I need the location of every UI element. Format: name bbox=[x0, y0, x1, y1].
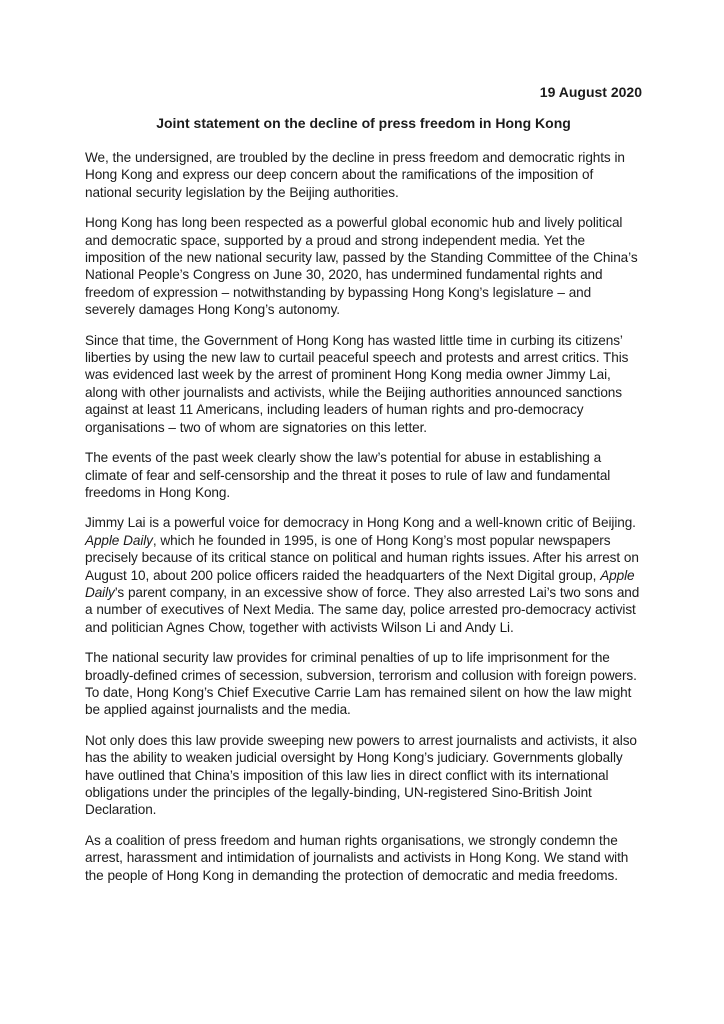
text-run: Not only does this law provide sweeping new powers to arrest journalists and activists, it also has the ability to weaken judicial oversight by Hong Kong’s judiciary. Governments globally have outlined that China’s imposition of this law lies in direct conflict with its international obligations under the principles of the legally-binding, UN-registered Sino-British Joint Declaration. bbox=[85, 732, 637, 818]
document-date: 19 August 2020 bbox=[539, 84, 642, 100]
text-run: Jimmy Lai is a powerful voice for democracy in Hong Kong and a well-known critic of Beijing. bbox=[85, 515, 636, 531]
text-run: The national security law provides for criminal penalties of up to life imprisonment for the broadly-defined crimes of secession, subversion, terrorism and collusion with foreign powers. To date, Hong Kong’s Chief Executive Carrie Lam has remained silent on how the law might be applied against journalists and the media. bbox=[85, 650, 637, 718]
paragraph bbox=[85, 214, 642, 318]
paragraph bbox=[85, 332, 642, 436]
document-body bbox=[85, 149, 642, 884]
paragraph bbox=[85, 832, 642, 884]
italic-text-run: Apple Daily bbox=[85, 532, 153, 548]
text-run: Since that time, the Government of Hong Kong has wasted little time in curbing its citizens’ liberties by using the new law to curtail peaceful speech and protests and arrest critics. This was evidenced last week by the arrest of prominent Hong Kong media owner Jimmy Lai, along with other journalists and activists, while the Beijing authorities announced sanctions against at least 11 Americans, including leaders of human rights and pro-democracy organisations – two of whom are signatories on this letter. bbox=[85, 332, 629, 435]
text-run: , which he founded in 1995, is one of Hong Kong’s most popular newspapers precisely because of its critical stance on political and human rights issues. After his arrest on August 10, about 200 police officers raided the headquarters of the Next Digital group, bbox=[85, 532, 639, 583]
text-run: ’s parent company, in an excessive show of force. They also arrested Lai’s two sons and a number of executives of Next Media. The same day, police arrested pro-democracy activist and politician Agnes Chow, together with activists Wilson Li and Andy Li. bbox=[85, 584, 640, 635]
text-run: The events of the past week clearly show the law’s potential for abuse in establishing a climate of fear and self-censorship and the threat it poses to rule of law and fundamental freedoms in Hong Kong. bbox=[85, 450, 611, 500]
paragraph bbox=[85, 449, 642, 501]
paragraph bbox=[85, 514, 642, 636]
text-run: We, the undersigned, are troubled by the decline in press freedom and democratic rights in Hong Kong and express our deep concern about the ramifications of the imposition of national security legislation by the Beijing authorities. bbox=[85, 150, 625, 200]
text-run: Hong Kong has long been respected as a powerful global economic hub and lively political and democratic space, supported by a proud and strong independent media. Yet the imposition of the new national security law, passed by the Standing Committee of the China’s National People’s Congress on June 30, 2020, has undermined fundamental rights and freedom of expression – notwithstanding by bypassing Hong Kong’s legislature – and severely damages Hong Kong’s autonomy. bbox=[85, 215, 638, 318]
paragraph bbox=[85, 149, 642, 201]
paragraph bbox=[85, 649, 642, 719]
italic-text-run: Apple Daily bbox=[85, 567, 635, 600]
text-run: As a coalition of press freedom and human rights organisations, we strongly condemn the arrest, harassment and intimidation of journalists and activists in Hong Kong. We stand with the people of Hong Kong in demanding the protection of democratic and media freedoms. bbox=[85, 832, 629, 883]
document-title: Joint statement on the decline of press freedom in Hong Kong bbox=[156, 115, 571, 131]
document-content bbox=[85, 84, 642, 897]
paragraph bbox=[85, 732, 642, 819]
